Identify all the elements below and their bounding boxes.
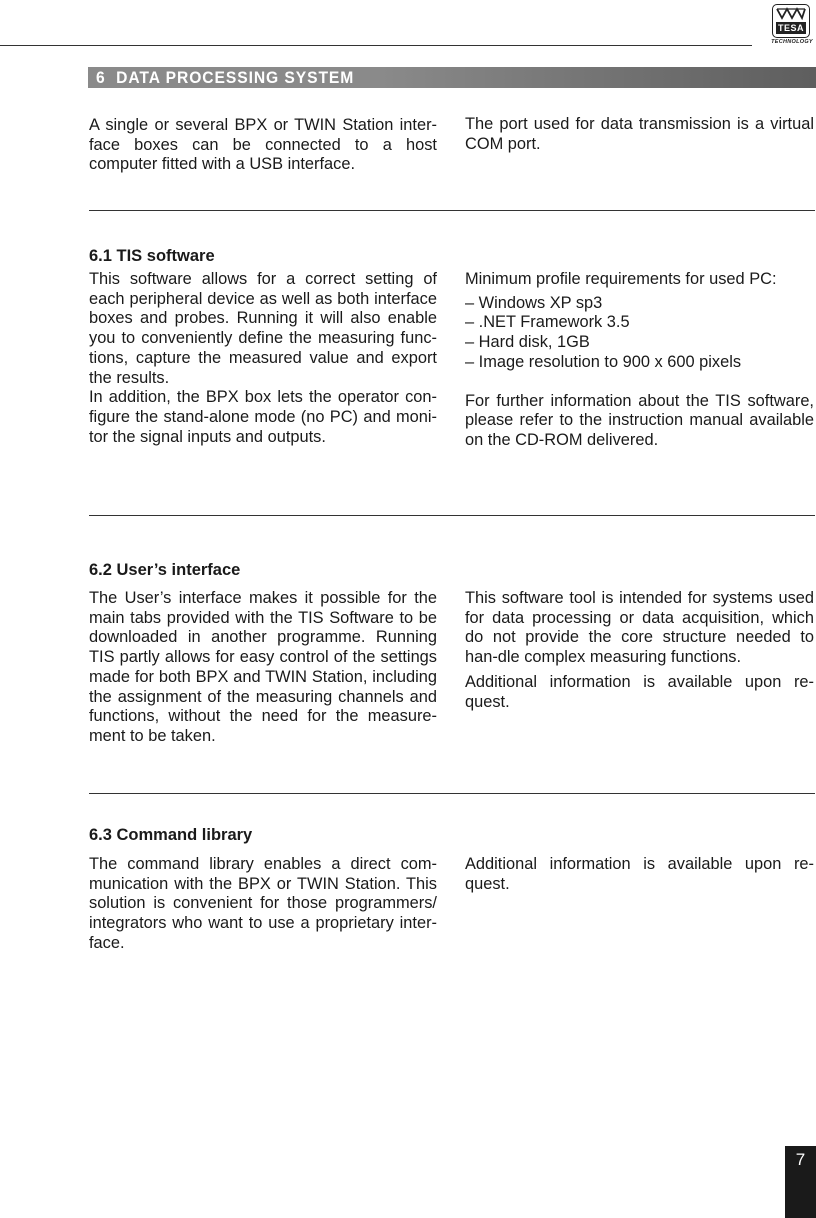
ui-right-paragraph-2: Additional information is available upon re-quest. — [465, 672, 814, 711]
tis-left-paragraph-1: This software allows for a correct setting of each peripheral device as well as both interface boxes and probes. Running it will also enable you to conveniently define the measuring func-tions, capture the measured value and export the results. — [89, 270, 437, 387]
cmd-right-column — [465, 855, 814, 894]
divider-3 — [89, 793, 815, 794]
ui-right-column — [465, 589, 814, 712]
tis-left-column — [89, 270, 437, 447]
ui-left-text: The User’s interface makes it possible for the main tabs provided with the TIS Software to be downloaded in another programme. Running TIS partly allows for easy control of the settings made for both BPX and TWIN Station, including the assignment of the measuring channels and functions, without the need for the measure-ment to be taken. — [89, 589, 437, 745]
intro-right-text: The port used for data transmission is a virtual COM port. — [465, 115, 814, 153]
ui-heading: 6.2 User’s interface — [89, 561, 241, 579]
cmd-left-text: The command library enables a direct com-munication with the BPX or TWIN Station. This solution is convenient for those programmers/ integrators who want to use a proprietary inter-face. — [89, 855, 437, 952]
section-title-text: DATA PROCESSING SYSTEM — [116, 68, 355, 87]
header-rule — [0, 45, 752, 46]
ui-left-column — [89, 589, 437, 747]
logo-emblem-icon — [773, 6, 809, 22]
logo-tagline: TECHNOLOGY — [771, 39, 813, 45]
tesa-logo — [770, 4, 812, 48]
requirement-item: – .NET Framework 3.5 — [465, 313, 630, 332]
logo-text: TESA — [777, 23, 804, 33]
intro-right-column — [465, 115, 814, 154]
page-number-tab — [785, 1146, 816, 1218]
tis-requirements-list — [465, 294, 814, 373]
tis-heading: 6.1 TIS software — [89, 247, 215, 265]
divider-2 — [89, 515, 815, 516]
requirement-item: – Hard disk, 1GB — [465, 333, 590, 352]
tis-right-column — [465, 270, 814, 451]
ui-right-paragraph-1: This software tool is intended for systems used for data processing or data acquisition, which do not provide the core structure needed to han-dle complex measuring functions. — [465, 589, 814, 667]
cmd-right-text: Additional information is available upon re-quest. — [465, 855, 814, 893]
tis-right-paragraph-2: For further information about the TIS software, please refer to the instruction manual available on the CD-ROM delivered. — [465, 391, 814, 449]
page-number: 7 — [795, 1150, 806, 1169]
intro-left-text: A single or several BPX or TWIN Station inter-face boxes can be connected to a host computer fitted with a USB interface. — [89, 116, 437, 174]
cmd-heading: 6.3 Command library — [89, 826, 253, 844]
intro-left-column — [89, 116, 437, 175]
requirement-item: – Windows XP sp3 — [465, 293, 603, 312]
section-title — [96, 66, 354, 90]
section-number: 6 — [96, 68, 106, 87]
cmd-left-column — [89, 855, 437, 954]
tis-left-paragraph-2: In addition, the BPX box lets the operator con-figure the stand-alone mode (no PC) and moni-tor the signal inputs and outputs. — [89, 388, 437, 446]
logo-badge — [772, 4, 810, 38]
requirement-item: – Image resolution to 900 x 600 pixels — [465, 352, 742, 371]
tis-requirements-title: Minimum profile requirements for used PC: — [465, 270, 777, 288]
divider-1 — [89, 210, 815, 211]
